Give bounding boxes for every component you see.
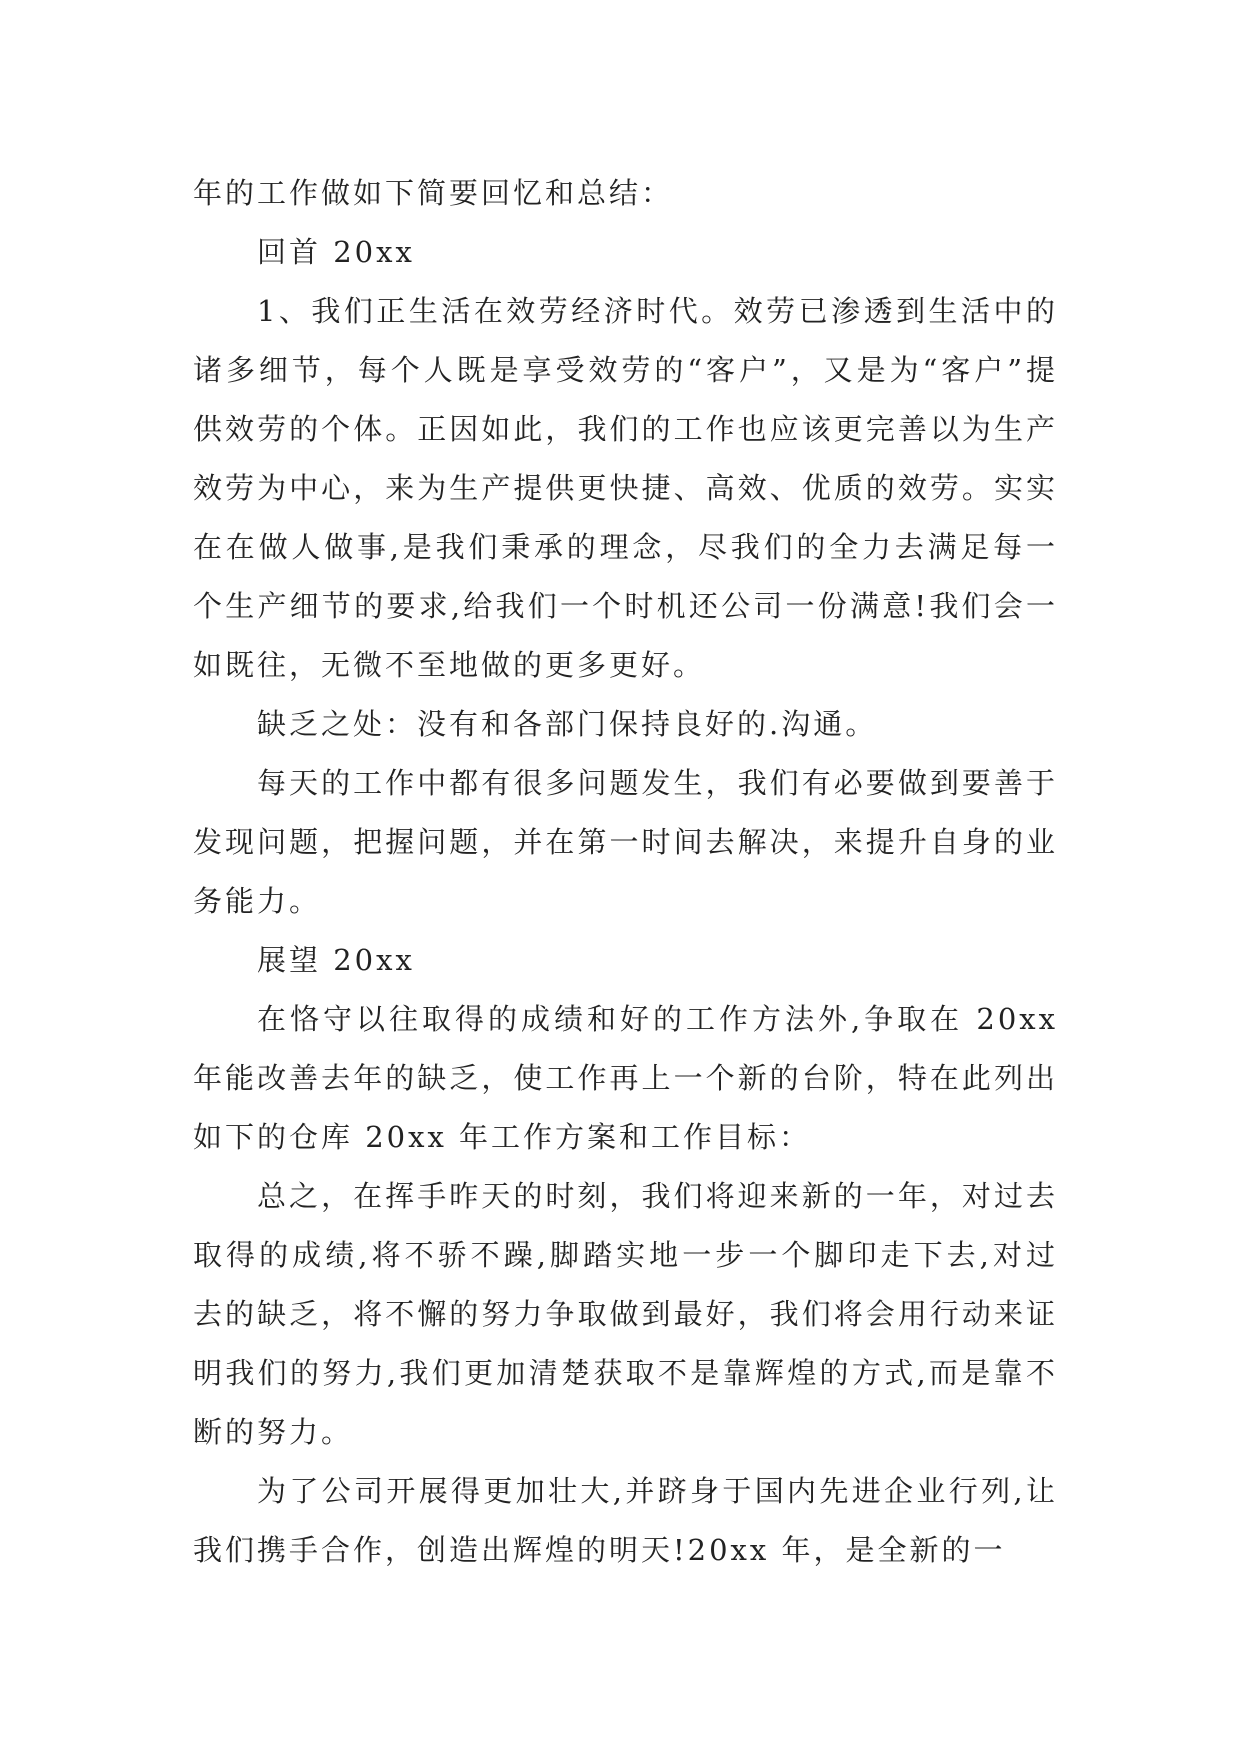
paragraph-plan: 在恪守以往取得的成绩和好的工作方法外,争取在 20xx 年能改善去年的缺乏，使工作再上一个新的台阶，特在此列出如下的仓库 20xx 年工作方案和工作目标： [193, 1002, 1058, 1154]
paragraph-shortcomings: 缺乏之处：没有和各部门保持良好的.沟通。 [257, 707, 878, 741]
heading-outlook: 展望 20xx [257, 943, 415, 977]
paragraph-service-economy: 1、我们正生活在效劳经济时代。效劳已渗透到生活中的诸多细节，每个人既是享受效劳的“客户”，又是为“客户”提供效劳的个体。正因如此，我们的工作也应该更完善以为生产效劳为中心，来为生产提供更快捷、高效、优质的效劳。实实在在做人做事,是我们秉承的理念，尽我们的全力去满足每一个生产细节的要求,给我们一个时机还公司一份满意!我们会一如既往，无微不至地做的更多更好。 [193, 294, 1058, 682]
paragraph-closing: 为了公司开展得更加壮大,并跻身于国内先进企业行列,让我们携手合作，创造出辉煌的明天!20xx 年，是全新的一 [193, 1474, 1058, 1567]
paragraph-summary: 总之，在挥手昨天的时刻，我们将迎来新的一年，对过去取得的成绩,将不骄不躁,脚踏实地一步一个脚印走下去,对过去的缺乏，将不懈的努力争取做到最好，我们将会用行动来证明我们的努力,我们更加清楚获取不是靠辉煌的方式,而是靠不断的努力。 [193, 1179, 1058, 1449]
heading-review: 回首 20xx [257, 235, 415, 269]
document-body [193, 164, 1058, 1580]
paragraph-intro-continuation: 年的工作做如下简要回忆和总结： [193, 176, 674, 210]
paragraph-daily-problems: 每天的工作中都有很多问题发生，我们有必要做到要善于发现问题，把握问题，并在第一时间去解决，来提升自身的业务能力。 [193, 766, 1058, 918]
